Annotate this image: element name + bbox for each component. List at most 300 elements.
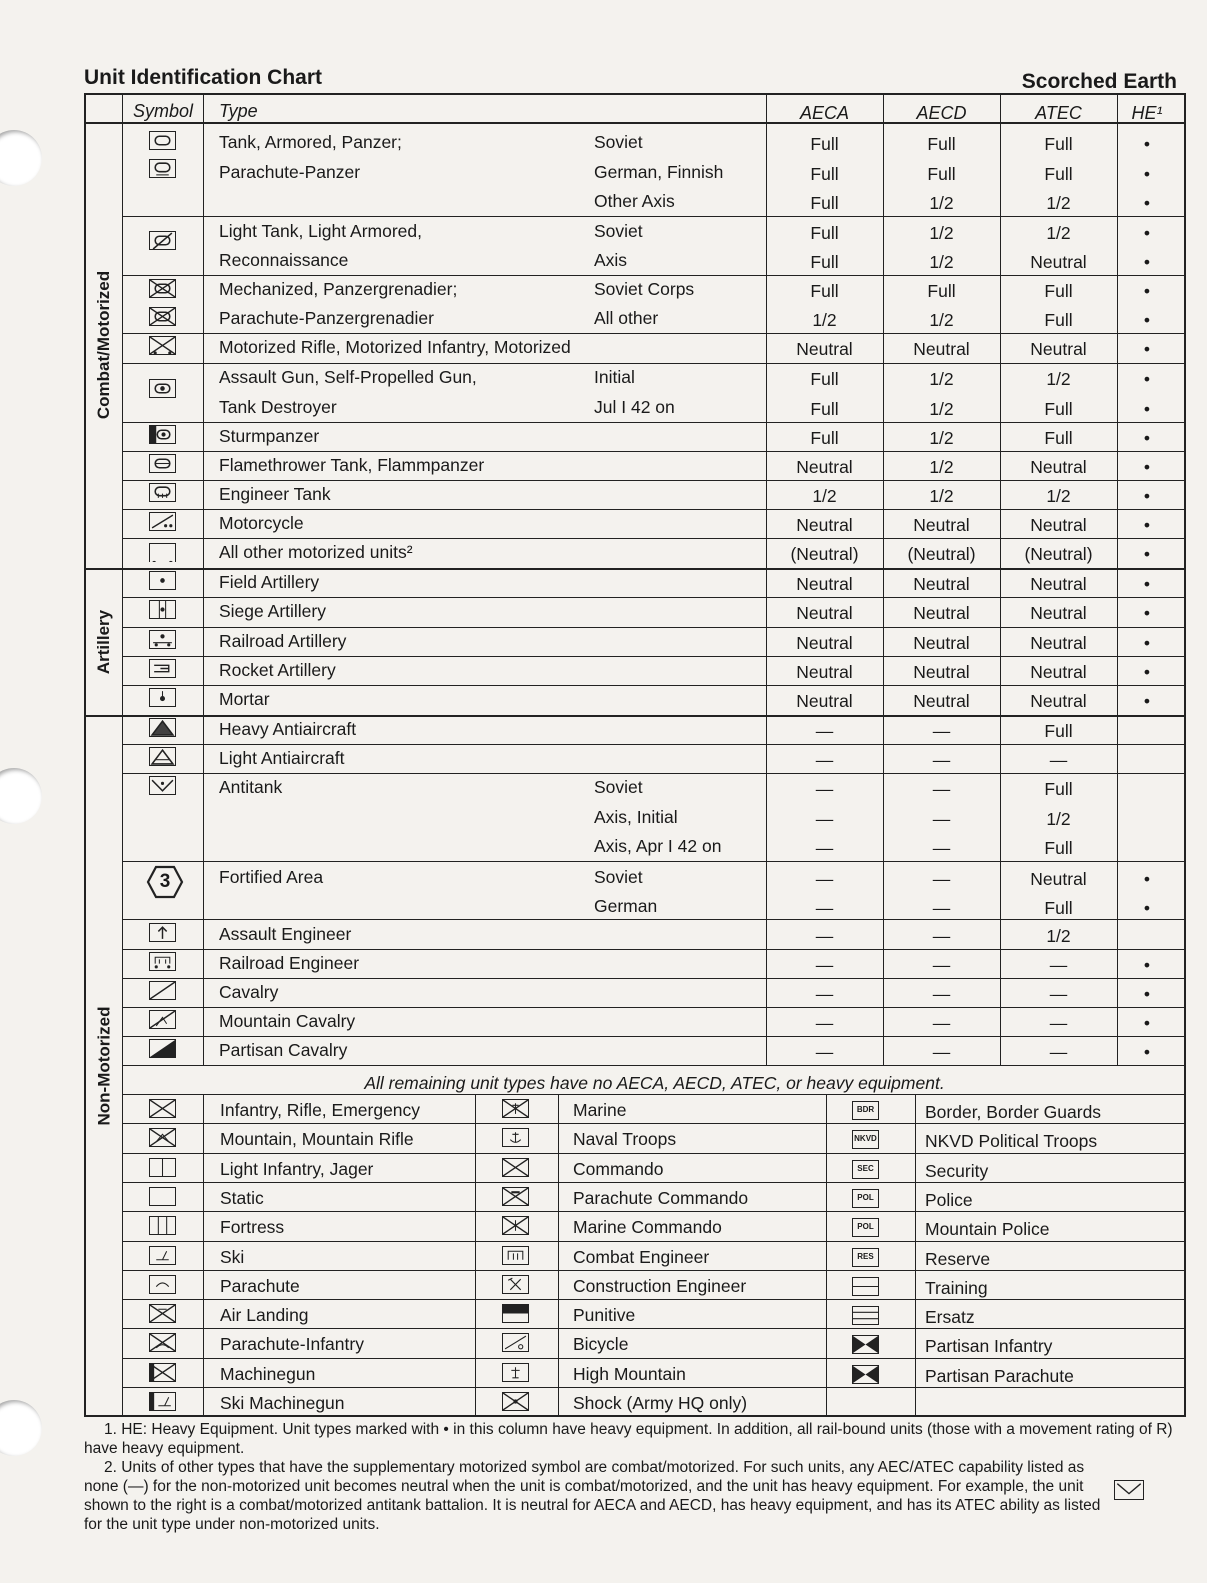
grid-hline	[122, 1007, 1186, 1008]
row-type: Motorcycle	[219, 513, 304, 533]
remaining-type-col2: Shock (Army HQ only)	[573, 1393, 748, 1413]
row-subtype: German, Finnish	[594, 162, 724, 182]
remaining-type-col2: Construction Engineer	[573, 1275, 747, 1296]
row-he: •	[1143, 898, 1151, 918]
unit-symbol-icon	[149, 131, 176, 150]
row-type: Tank, Armored, Panzer;	[219, 132, 402, 152]
remaining-type-col2: Parachute Commando	[573, 1187, 749, 1208]
row-atec: Full	[1044, 399, 1073, 419]
remaining-type-col2: Naval Troops	[573, 1129, 677, 1150]
remaining-unit-icon	[852, 1335, 879, 1354]
row-aecd: —	[932, 721, 951, 741]
row-type: Mortar	[219, 689, 270, 709]
remaining-unit-code-icon: BDR	[852, 1101, 879, 1120]
row-atec: 1/2	[1046, 369, 1071, 389]
row-aeca: 1/2	[812, 486, 837, 506]
row-he: •	[1143, 428, 1151, 448]
remaining-type-col3: NKVD Political Troops	[925, 1131, 1098, 1152]
unit-symbol-icon	[149, 659, 176, 678]
grid-hline	[122, 216, 1186, 217]
remaining-type-col2: Marine	[573, 1100, 627, 1120]
row-aeca: —	[815, 955, 834, 975]
row-type: Railroad Engineer	[219, 953, 360, 973]
grid-hline	[122, 451, 1186, 452]
binder-hole-middle	[0, 768, 42, 824]
grid-hline	[122, 597, 1186, 598]
row-type: Parachute-Panzergrenadier	[219, 308, 434, 328]
remaining-unit-icon	[149, 1275, 176, 1294]
row-he: •	[1143, 515, 1151, 535]
row-type: Assault Gun, Self-Propelled Gun,	[219, 367, 477, 387]
row-he: •	[1143, 1013, 1151, 1033]
grid-hline	[122, 1270, 1186, 1271]
grid-hline	[122, 627, 1186, 628]
remaining-type-col1: Machinegun	[220, 1363, 316, 1384]
row-subtype: Soviet Corps	[594, 279, 695, 299]
footnote-2: 2. Units of other types that have the supplementary motorized symbol are combat/motorized. For such units, any AEC/ATEC capability listed as none (—) for the non-motorized unit becomes neutral when the unit is combat/motorized, and the unit has heavy equipment. For example, the unit shown to the right is a combat/motorized antitank battalion. It is neutral for AECA and AECD, has heavy equipment, and has its ATEC ability as listed for the unit type under non-motorized units.	[84, 1459, 1101, 1533]
row-type: Mountain Cavalry	[219, 1011, 356, 1031]
row-he: •	[1143, 544, 1151, 564]
remaining-unit-code-icon: POL	[852, 1218, 879, 1237]
row-atec: Full	[1044, 838, 1073, 858]
unit-symbol-icon	[149, 981, 176, 1000]
grid-vline	[203, 1094, 204, 1417]
row-he: •	[1143, 984, 1151, 1004]
grid-hline	[122, 744, 1186, 745]
unit-symbol-icon	[149, 279, 176, 298]
row-he: •	[1143, 457, 1151, 477]
grid-hline	[86, 568, 1186, 570]
grid-hline	[122, 1328, 1186, 1329]
row-type: Siege Artillery	[219, 601, 326, 621]
grid-hline	[122, 949, 1186, 950]
grid-hline	[122, 480, 1186, 481]
row-atec: 1/2	[1046, 809, 1071, 829]
row-atec: Full	[1044, 898, 1073, 918]
remaining-unit-icon	[502, 1099, 529, 1118]
remaining-type-col3: Partisan Infantry	[925, 1336, 1053, 1357]
binder-hole-top	[0, 130, 42, 186]
row-subtype: Other Axis	[594, 191, 675, 211]
row-aeca: Neutral	[796, 633, 853, 653]
row-type: Flamethrower Tank, Flammpanzer	[219, 455, 485, 475]
row-he: •	[1143, 633, 1151, 653]
row-aecd: Neutral	[913, 339, 970, 359]
row-aeca: Neutral	[796, 574, 853, 594]
row-atec: Neutral	[1030, 339, 1087, 359]
remaining-unit-code-icon: NKVD	[852, 1130, 879, 1149]
row-type: Heavy Antiaircraft	[219, 719, 357, 739]
row-aecd: 1/2	[929, 399, 954, 419]
row-aeca: —	[815, 898, 834, 918]
row-subtype: Axis, Apr I 42 on	[594, 836, 722, 856]
row-aeca: —	[815, 809, 834, 829]
row-type: Sturmpanzer	[219, 426, 320, 446]
remaining-type-col3: Security	[925, 1160, 989, 1181]
grid-vline	[826, 1094, 827, 1417]
row-atec: Neutral	[1030, 457, 1087, 477]
unit-symbol-icon	[149, 512, 176, 531]
group-combat-motorized: Combat/Motorized	[94, 270, 113, 420]
row-he: •	[1143, 1042, 1151, 1062]
row-aeca: —	[815, 721, 834, 741]
grid-hline	[122, 333, 1186, 334]
row-atec: —	[1049, 984, 1068, 1004]
unit-symbol-icon	[149, 336, 176, 355]
row-aecd: —	[932, 750, 951, 770]
row-aeca: Neutral	[796, 339, 853, 359]
grid-hline	[122, 1299, 1186, 1300]
grid-hline	[122, 919, 1186, 920]
row-he: •	[1143, 662, 1151, 682]
header-atec: ATEC	[1035, 103, 1082, 123]
unit-symbol-icon	[149, 483, 176, 502]
row-aecd: —	[932, 869, 951, 889]
row-type: Antitank	[219, 777, 283, 797]
game-title: Scorched Earth	[1021, 70, 1177, 93]
row-aeca: Neutral	[796, 515, 853, 535]
row-atec: —	[1049, 1013, 1068, 1033]
row-type: Fortified Area	[219, 867, 324, 887]
row-atec: Neutral	[1030, 603, 1087, 623]
row-aeca: —	[815, 779, 834, 799]
row-type: Rocket Artillery	[219, 660, 336, 680]
grid-hline	[122, 509, 1186, 510]
row-he: •	[1143, 955, 1151, 975]
row-atec: Full	[1044, 779, 1073, 799]
remaining-unit-icon	[502, 1187, 529, 1206]
row-he: •	[1143, 574, 1151, 594]
row-type: All other motorized units²	[219, 542, 413, 562]
grid-hline	[122, 1153, 1186, 1154]
unit-symbol-icon	[149, 718, 176, 737]
row-aecd: Neutral	[913, 691, 970, 711]
remaining-type-col1: Mountain, Mountain Rifle	[220, 1129, 414, 1150]
row-subtype: Soviet	[594, 132, 643, 152]
row-atec: Neutral	[1030, 662, 1087, 682]
row-aecd: Neutral	[913, 574, 970, 594]
header-he: HE¹	[1131, 103, 1163, 123]
row-type: Assault Engineer	[219, 924, 352, 944]
binder-hole-bottom	[0, 1400, 42, 1456]
remaining-type-col1: Static	[220, 1187, 264, 1208]
remaining-unit-icon	[502, 1275, 529, 1294]
row-subtype: Jul I 42 on	[594, 397, 675, 417]
row-type: Light Antiaircraft	[219, 748, 345, 768]
remaining-type-col3: Ersatz	[925, 1307, 975, 1328]
fortified-area-icon	[146, 865, 184, 899]
grid-hline	[122, 1241, 1186, 1242]
remaining-type-col1: Ski	[220, 1246, 245, 1267]
row-he: •	[1143, 164, 1151, 184]
row-he: •	[1143, 691, 1151, 711]
remaining-type-col1: Ski Machinegun	[220, 1393, 345, 1413]
row-atec: 1/2	[1046, 926, 1071, 946]
unit-symbol-icon	[149, 543, 176, 562]
remaining-type-col1: Light Infantry, Jager	[220, 1158, 374, 1179]
row-aecd: —	[932, 1042, 951, 1062]
remaining-unit-icon	[852, 1277, 879, 1296]
example-motorized-antitank-icon	[1114, 1480, 1144, 1500]
row-atec: —	[1049, 1042, 1068, 1062]
row-aeca: Full	[810, 193, 839, 213]
unit-symbol-icon	[149, 923, 176, 942]
row-atec: 1/2	[1046, 193, 1071, 213]
remaining-type-col1: Infantry, Rifle, Emergency	[220, 1100, 421, 1120]
row-he: •	[1143, 399, 1151, 419]
remaining-unit-icon	[502, 1246, 529, 1265]
grid-vline	[475, 1094, 476, 1417]
row-subtype: Initial	[594, 367, 635, 387]
row-aeca: (Neutral)	[790, 544, 859, 564]
remaining-type-col2: Bicycle	[573, 1334, 629, 1355]
remaining-type-col3: Partisan Parachute	[925, 1365, 1074, 1386]
footnote-1: 1. HE: Heavy Equipment. Unit types marked with • in this column have heavy equipment. In addition, all rail-bound units (those with a movement rating of R) have heavy equipment.	[84, 1421, 1173, 1457]
remaining-unit-icon	[502, 1158, 529, 1177]
row-atec: Neutral	[1030, 633, 1087, 653]
unit-symbol-icon	[149, 952, 176, 971]
row-atec: Full	[1044, 134, 1073, 154]
remaining-type-col1: Parachute	[220, 1275, 300, 1296]
remaining-unit-code-icon: POL	[852, 1189, 879, 1208]
row-aeca: —	[815, 984, 834, 1004]
row-type: Cavalry	[219, 982, 279, 1002]
grid-hline	[122, 1387, 1186, 1388]
row-type: Mechanized, Panzergrenadier;	[219, 279, 458, 299]
row-aeca: Neutral	[796, 457, 853, 477]
row-aecd: —	[932, 838, 951, 858]
remaining-unit-icon	[149, 1333, 176, 1352]
row-aeca: Full	[810, 134, 839, 154]
row-aecd: —	[932, 1013, 951, 1033]
remaining-unit-icon	[149, 1363, 176, 1382]
remaining-type-col2: Combat Engineer	[573, 1246, 710, 1267]
remaining-type-col2: High Mountain	[573, 1363, 686, 1384]
row-aecd: —	[932, 984, 951, 1004]
grid-hline	[122, 1036, 1186, 1037]
row-aeca: —	[815, 750, 834, 770]
row-atec: Neutral	[1030, 252, 1087, 272]
grid-vline	[122, 95, 123, 1417]
row-type: Tank Destroyer	[219, 397, 337, 417]
row-type: Motorized Rifle, Motorized Infantry, Motorized	[219, 337, 571, 357]
row-aecd: Full	[927, 134, 956, 154]
row-aecd: —	[932, 926, 951, 946]
remaining-type-col3: Mountain Police	[925, 1219, 1050, 1240]
row-type: Reconnaissance	[219, 250, 349, 270]
unit-symbol-icon	[149, 231, 176, 250]
grid-hline	[122, 275, 1186, 276]
row-aecd: 1/2	[929, 252, 954, 272]
row-aecd: (Neutral)	[907, 544, 976, 564]
row-he: •	[1143, 223, 1151, 243]
remaining-unit-icon	[502, 1304, 529, 1323]
remaining-type-col3: Training	[925, 1277, 988, 1298]
grid-hline	[122, 1065, 1186, 1066]
remaining-unit-icon	[149, 1158, 176, 1177]
row-atec: —	[1049, 955, 1068, 975]
grid-hline	[122, 861, 1186, 862]
row-he: •	[1143, 193, 1151, 213]
unit-symbol-icon	[149, 454, 176, 473]
row-aecd: 1/2	[929, 310, 954, 330]
unit-symbol-icon	[149, 379, 176, 398]
grid-hline	[122, 1182, 1186, 1183]
remaining-unit-icon	[149, 1128, 176, 1147]
row-aeca: Neutral	[796, 691, 853, 711]
header-type: Type	[219, 101, 258, 121]
row-subtype: Soviet	[594, 777, 643, 797]
unit-symbol-icon	[149, 1039, 176, 1058]
remaining-unit-code-icon: RES	[852, 1248, 879, 1267]
row-aeca: 1/2	[812, 310, 837, 330]
row-he: •	[1143, 369, 1151, 389]
fortified-area-number: 3	[159, 871, 171, 892]
header-aecd: AECD	[916, 103, 967, 123]
row-aeca: Neutral	[796, 662, 853, 682]
row-aecd: 1/2	[929, 193, 954, 213]
row-aecd: Neutral	[913, 515, 970, 535]
row-aecd: 1/2	[929, 457, 954, 477]
remaining-unit-icon	[149, 1216, 176, 1235]
row-aecd: 1/2	[929, 428, 954, 448]
unit-symbol-icon	[149, 425, 176, 444]
row-type: Parachute-Panzer	[219, 162, 361, 182]
row-type: Light Tank, Light Armored,	[219, 221, 422, 241]
header-symbol: Symbol	[132, 101, 194, 121]
row-atec: Full	[1044, 428, 1073, 448]
remaining-type-col3: Border, Border Guards	[925, 1102, 1102, 1122]
remaining-type-col3: Reserve	[925, 1248, 991, 1269]
row-aeca: Full	[810, 369, 839, 389]
row-atec: Full	[1044, 164, 1073, 184]
row-aeca: Full	[810, 164, 839, 184]
grid-hline	[122, 1358, 1186, 1359]
row-subtype: German	[594, 896, 658, 916]
row-subtype: All other	[594, 308, 659, 328]
row-aecd: —	[932, 955, 951, 975]
row-aecd: Neutral	[913, 603, 970, 623]
row-subtype: Axis, Initial	[594, 807, 678, 827]
row-aeca: Full	[810, 281, 839, 301]
row-aeca: Full	[810, 223, 839, 243]
row-subtype: Axis	[594, 250, 628, 270]
row-aeca: —	[815, 838, 834, 858]
remaining-unit-icon	[502, 1128, 529, 1147]
remaining-note: All remaining unit types have no AECA, AECD, ATEC, or heavy equipment.	[364, 1073, 945, 1093]
row-atec: Full	[1044, 281, 1073, 301]
unit-symbol-icon	[149, 1010, 176, 1029]
unit-symbol-icon	[149, 571, 176, 590]
remaining-type-col2: Marine Commando	[573, 1217, 722, 1238]
footnotes	[84, 1420, 1188, 1534]
row-type: Engineer Tank	[219, 484, 331, 504]
grid-hline	[122, 422, 1186, 423]
remaining-type-col3: Police	[925, 1189, 973, 1210]
grid-hline	[122, 1211, 1186, 1212]
remaining-unit-icon	[149, 1392, 176, 1411]
grid-hline	[122, 685, 1186, 686]
grid-vline	[203, 95, 204, 1065]
row-he: •	[1143, 486, 1151, 506]
remaining-type-col2: Punitive	[573, 1305, 636, 1326]
row-subtype: Soviet	[594, 221, 643, 241]
row-aecd: —	[932, 809, 951, 829]
remaining-unit-icon	[852, 1365, 879, 1384]
chart-title: Unit Identification Chart	[84, 66, 322, 89]
row-aeca: —	[815, 926, 834, 946]
group-artillery: Artillery	[94, 609, 113, 674]
row-he: •	[1143, 310, 1151, 330]
row-aecd: 1/2	[929, 369, 954, 389]
row-atec: Neutral	[1030, 515, 1087, 535]
row-atec: —	[1049, 750, 1068, 770]
row-aeca: —	[815, 869, 834, 889]
unit-symbol-icon	[149, 776, 176, 795]
grid-hline	[122, 773, 1186, 774]
grid-vline	[915, 1094, 916, 1417]
remaining-unit-icon	[149, 1304, 176, 1323]
row-aeca: Neutral	[796, 603, 853, 623]
unit-symbol-icon	[149, 307, 176, 326]
grid-hline	[122, 978, 1186, 979]
row-aecd: 1/2	[929, 486, 954, 506]
group-non-motorized: Non-Motorized	[94, 1006, 114, 1126]
row-aecd: Full	[927, 164, 956, 184]
unit-symbol-icon	[149, 159, 176, 178]
remaining-unit-icon	[502, 1216, 529, 1235]
row-atec: 1/2	[1046, 223, 1071, 243]
row-atec: Neutral	[1030, 574, 1087, 594]
row-aecd: Neutral	[913, 662, 970, 682]
row-he: •	[1143, 134, 1151, 154]
row-he: •	[1143, 869, 1151, 889]
row-aecd: Full	[927, 281, 956, 301]
remaining-unit-icon	[149, 1099, 176, 1118]
row-aeca: —	[815, 1013, 834, 1033]
remaining-unit-code-icon: SEC	[852, 1160, 879, 1179]
row-aeca: —	[815, 1042, 834, 1062]
remaining-unit-icon	[502, 1392, 529, 1411]
row-he: •	[1143, 339, 1151, 359]
row-aecd: —	[932, 898, 951, 918]
grid-hline	[122, 1094, 1186, 1095]
unit-identification-table	[84, 93, 1186, 1417]
remaining-type-col1: Air Landing	[220, 1305, 309, 1326]
remaining-type-col1: Parachute-Infantry	[220, 1334, 364, 1355]
row-aecd: Neutral	[913, 633, 970, 653]
row-type: Field Artillery	[219, 572, 320, 592]
grid-vline	[558, 1094, 559, 1417]
remaining-unit-icon	[149, 1187, 176, 1206]
row-atec: Neutral	[1030, 691, 1087, 711]
row-type: Railroad Artillery	[219, 631, 347, 651]
row-he: •	[1143, 281, 1151, 301]
row-atec: Full	[1044, 310, 1073, 330]
row-aeca: Full	[810, 252, 839, 272]
remaining-unit-icon	[502, 1333, 529, 1352]
unit-symbol-icon	[149, 747, 176, 766]
remaining-type-col1: Fortress	[220, 1217, 285, 1238]
grid-hline	[122, 1123, 1186, 1124]
unit-symbol-icon	[149, 600, 176, 619]
row-aecd: —	[932, 779, 951, 799]
row-atec: (Neutral)	[1024, 544, 1093, 564]
row-he: •	[1143, 252, 1151, 272]
grid-hline	[122, 656, 1186, 657]
unit-symbol-icon	[149, 630, 176, 649]
row-aecd: 1/2	[929, 223, 954, 243]
